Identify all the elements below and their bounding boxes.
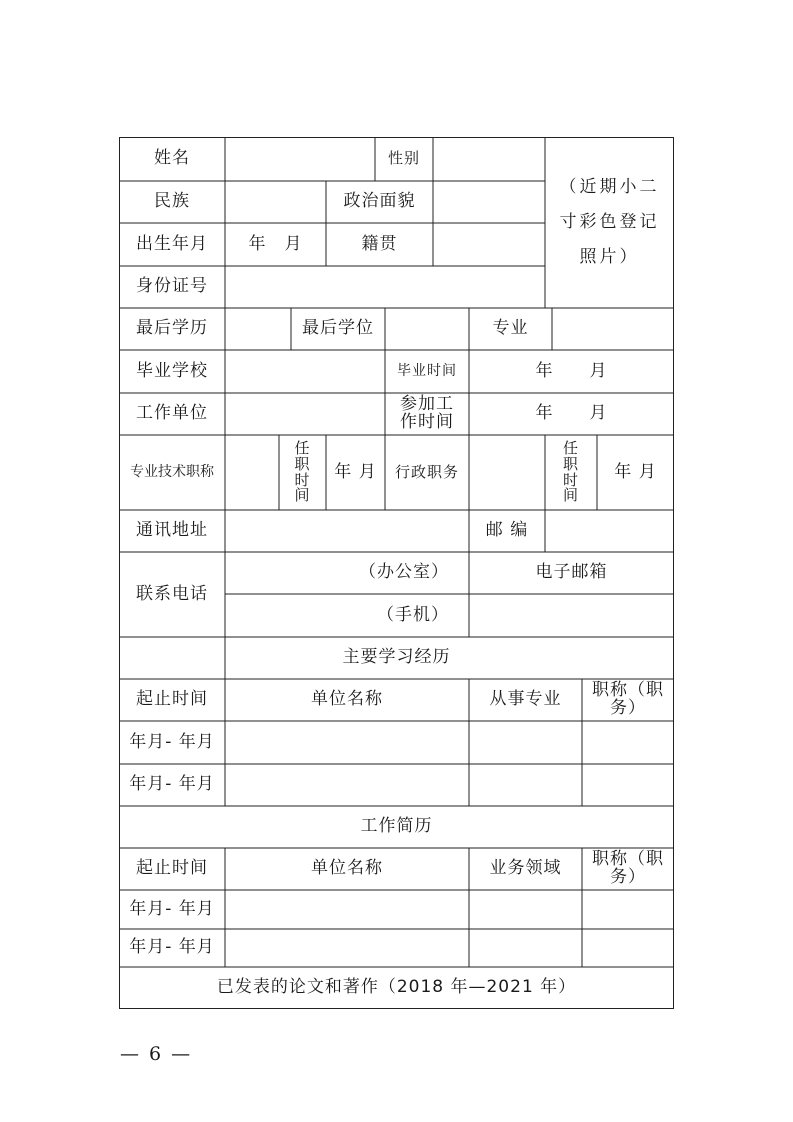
graduation-time-label: 毕业时间 (397, 363, 457, 380)
professional-title-label: 专业技术职称 (130, 464, 214, 481)
major-field[interactable] (552, 308, 674, 350)
postcode-label: 邮 编 (485, 520, 529, 541)
ethnicity-label: 民族 (154, 191, 190, 212)
study-history-heading: 主要学习经历 (342, 647, 451, 668)
admin-post-field[interactable] (469, 435, 545, 510)
study-row-major[interactable] (469, 721, 582, 764)
phone-label: 联系电话 (136, 583, 208, 604)
admin-tenure-field[interactable]: 年 月 (614, 461, 657, 482)
birth-label: 出生年月 (136, 233, 208, 254)
work-row-period[interactable]: 年月- 年月 (129, 937, 215, 958)
study-row-institution[interactable] (225, 721, 469, 764)
admin-tenure-label (545, 435, 597, 510)
work-col-period: 起止时间 (136, 858, 208, 879)
work-history-heading: 工作简历 (360, 816, 433, 837)
tenure-char: 间 (294, 486, 311, 505)
id-number-field[interactable] (225, 266, 545, 308)
office-phone-field[interactable]: （办公室） (359, 562, 449, 583)
study-col-title: 职称（职务） (592, 680, 664, 718)
gender-field[interactable] (433, 137, 545, 181)
study-row-title[interactable] (582, 721, 674, 764)
work-row-field[interactable] (469, 890, 582, 929)
political-label: 政治面貌 (343, 191, 416, 212)
name-field[interactable] (225, 137, 375, 181)
study-col-period: 起止时间 (136, 689, 208, 710)
graduation-time-field[interactable]: 年 月 (535, 360, 608, 381)
work-row-employer[interactable] (225, 929, 469, 967)
employer-field[interactable] (225, 393, 385, 435)
birth-field[interactable]: 年 月 (248, 233, 303, 254)
work-row-title[interactable] (582, 929, 674, 967)
work-col-employer: 单位名称 (311, 858, 383, 879)
employer-label: 工作单位 (136, 403, 208, 424)
publications-heading: 已发表的论文和著作（2018 年—2021 年） (216, 977, 577, 998)
work-row-period[interactable]: 年月- 年月 (129, 898, 215, 919)
tenure-char: 时 (294, 470, 311, 489)
major-label: 专业 (492, 318, 529, 339)
id-number-label: 身份证号 (136, 276, 208, 297)
ethnicity-field[interactable] (225, 181, 326, 223)
title-tenure-label (279, 435, 326, 510)
work-row-employer[interactable] (225, 890, 469, 929)
tenure-char: 时 (562, 470, 579, 489)
tenure-char: 间 (562, 486, 579, 505)
postcode-field[interactable] (545, 510, 674, 552)
page-number: — 6 — (120, 1043, 193, 1065)
photo-placeholder[interactable]: （近期小二寸彩色登记照片） (559, 177, 660, 267)
last-education-field[interactable] (225, 308, 291, 350)
study-row-period[interactable]: 年月- 年月 (129, 731, 215, 752)
address-field[interactable] (225, 510, 469, 552)
work-col-field: 业务领域 (489, 858, 562, 879)
native-place-field[interactable] (433, 223, 545, 266)
last-degree-label: 最后学位 (302, 318, 374, 339)
work-start-label: 参加工作时间 (400, 394, 454, 432)
study-row-major[interactable] (469, 764, 582, 806)
study-row-institution[interactable] (225, 764, 469, 806)
tenure-char: 任 (562, 439, 579, 457)
address-label: 通讯地址 (136, 520, 208, 541)
mobile-phone-field[interactable]: （手机） (377, 604, 449, 625)
school-label: 毕业学校 (136, 360, 208, 381)
gender-label: 性别 (387, 149, 420, 168)
email-label: 电子邮箱 (535, 562, 608, 583)
work-row-title[interactable] (582, 890, 674, 929)
study-col-major: 从事专业 (489, 689, 562, 710)
last-degree-field[interactable] (385, 308, 469, 350)
native-place-label: 籍贯 (361, 233, 398, 254)
professional-title-field[interactable] (225, 435, 279, 510)
email-field[interactable] (469, 594, 674, 637)
work-row-field[interactable] (469, 929, 582, 967)
tenure-char: 任 (294, 439, 311, 457)
school-field[interactable] (225, 350, 385, 393)
tenure-char: 职 (294, 454, 311, 473)
study-col-institution: 单位名称 (311, 689, 383, 710)
title-tenure-field[interactable]: 年 月 (334, 461, 377, 482)
tenure-char: 职 (562, 454, 579, 473)
political-field[interactable] (433, 181, 545, 223)
study-row-period[interactable]: 年月- 年月 (129, 774, 215, 795)
study-row-title[interactable] (582, 764, 674, 806)
work-start-field[interactable]: 年 月 (535, 403, 608, 424)
registration-form (119, 137, 674, 1009)
admin-post-label: 行政职务 (394, 462, 459, 481)
name-label: 姓名 (154, 148, 190, 169)
work-col-title: 职称（职务） (592, 849, 664, 887)
last-education-label: 最后学历 (136, 318, 208, 339)
